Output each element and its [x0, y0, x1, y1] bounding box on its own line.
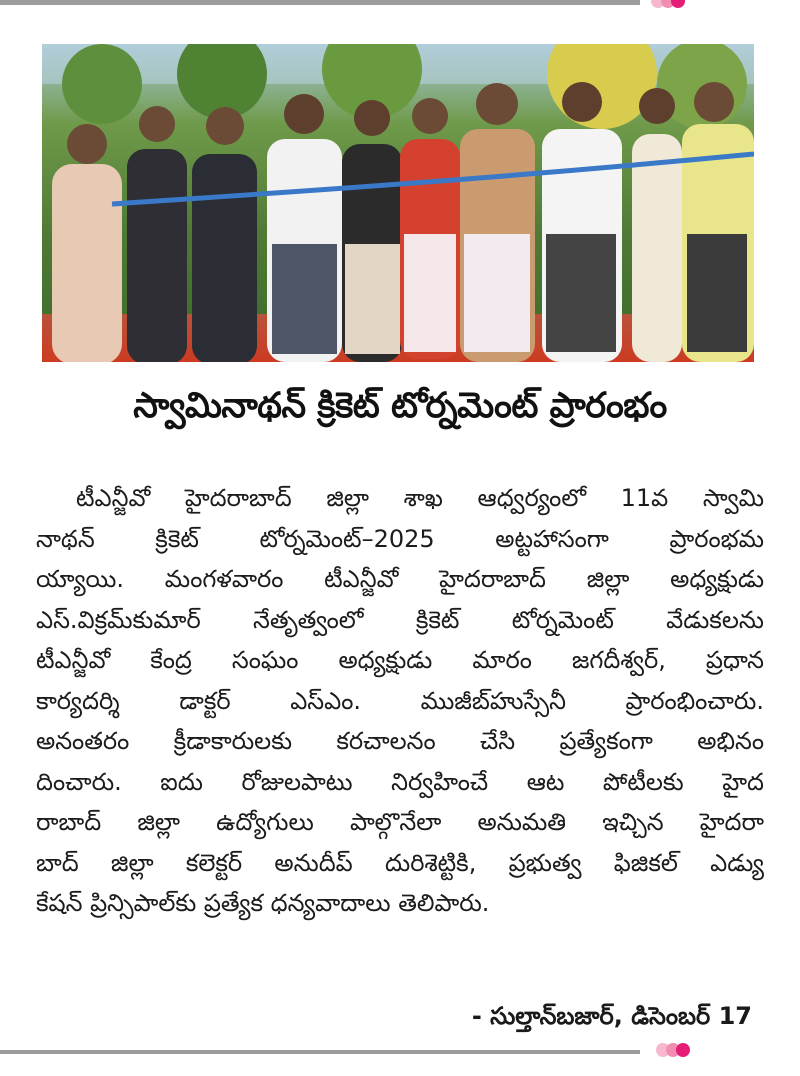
- article-line: య్యాయి. మంగళవారం టీఎన్జీవో హైదరాబాద్ జిల్లా అధ్యక్షుడు: [36, 565, 764, 593]
- dateline: - సుల్తాన్‌బజార్, డిసెంబర్ 17: [471, 1002, 752, 1030]
- article-body: [36, 478, 764, 924]
- headline: స్వామినాథన్ క్రికెట్ టోర్నమెంట్ ప్రారంభం: [133, 386, 667, 426]
- article-line: అనంతరం క్రీడాకారులకు కరచాలనం చేసి ప్రత్యేకంగా అభినం: [36, 727, 764, 755]
- article-line: ఎస్.విక్రమ్‌కుమార్ నేతృత్వంలో క్రికెట్ టోర్నమెంట్ వేడుకలను: [36, 605, 764, 634]
- decorative-dots-bottom: [660, 1043, 690, 1057]
- article-line: బాద్ జిల్లా కలెక్టర్ అనుదీప్ దురిశెట్టికి, ప్రభుత్వ ఫిజికల్ ఎడ్యు: [36, 848, 764, 877]
- top-divider: [0, 0, 640, 5]
- article-line: నాథన్ క్రికెట్ టోర్నమెంట్–2025 అట్టహాసంగా ప్రారంభమ: [36, 524, 764, 553]
- article-line: దించారు. ఐదు రోజులపాటు నిర్వహించే ఆట పోటీలకు హైద: [36, 767, 764, 796]
- article-line: కార్యదర్శి డాక్టర్ ఎస్ఎం. ముజీబ్‌హుస్సేనీ ప్రారంభించారు.: [36, 686, 764, 715]
- decorative-dots-top: [655, 0, 685, 8]
- article-line: టీఎన్జీవో కేంద్ర సంఘం అధ్యక్షుడు మారం జగదీశ్వర్, ప్రధాన: [36, 646, 764, 674]
- news-photo: [42, 44, 754, 362]
- bottom-divider: [0, 1050, 640, 1054]
- article-line: రాబాద్ జిల్లా ఉద్యోగులు పాల్గొనేలా అనుమతి ఇచ్చిన హైదరా: [36, 808, 764, 836]
- article-line: కేషన్ ప్రిన్సిపాల్‌కు ప్రత్యేక ధన్యవాదాలు తెలిపారు.: [36, 889, 490, 917]
- article-line: టీఎన్జీవో హైదరాబాద్ జిల్లా శాఖ ఆధ్వర్యంలో 11వ స్వామి: [76, 484, 764, 512]
